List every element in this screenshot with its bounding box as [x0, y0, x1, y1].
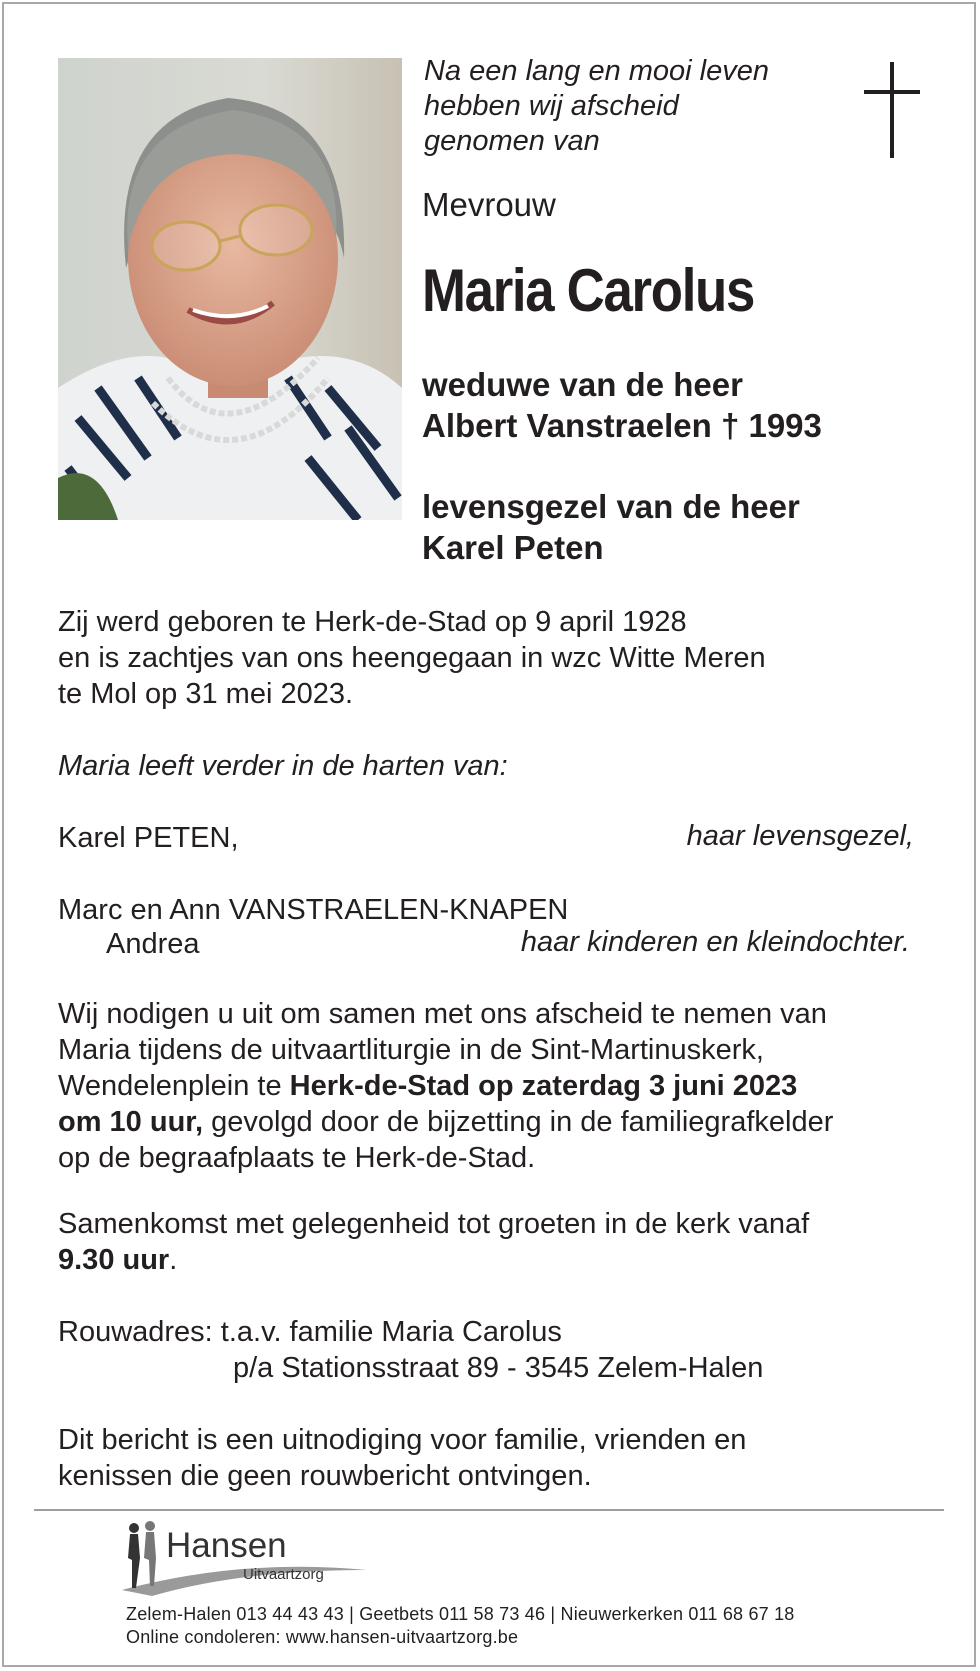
- address-line-2: p/a Stationsstraat 89 - 3545 Zelem-Halen: [233, 1352, 764, 1384]
- invitation-text: Wij nodigen u uit om samen met ons afscheid te nemen van Maria tijdens de uitvaartliturgie in de Sint-Martinuskerk, Wendelenplein te Herk-de-Stad op zaterdag 3 juni 2023 om 10 uur, gevolgd door de bijzetting in de familiegrafkelder op de begraafplaats te Herk-de-Stad.: [58, 998, 834, 1174]
- birth-death-text: Zij werd geboren te Herk-de-Stad op 9 april 1928 en is zachtjes van ons heengegaan in wzc Witte Meren te Mol op 31 mei 2023.: [58, 606, 766, 710]
- footer-divider: [34, 1509, 944, 1511]
- family-karel-role: haar levensgezel,: [686, 820, 914, 852]
- widow-of: weduwe van de heer Albert Vanstraelen † 1993: [422, 366, 822, 444]
- intro-text: Na een lang en mooi leven hebben wij afscheid genomen van: [424, 55, 770, 157]
- family-children: Marc en Ann VANSTRAELEN-KNAPEN: [58, 894, 569, 926]
- gathering-text: Samenkomst met gelegenheid tot groeten in de kerk vanaf 9.30 uur.: [58, 1208, 810, 1276]
- lives-on-line: Maria leeft verder in de harten van:: [58, 750, 508, 782]
- closing-text: Dit bericht is een uitnodiging voor familie, vrienden en kenissen die geen rouwbericht ontvingen.: [58, 1424, 747, 1492]
- partner-of: levensgezel van de heer Karel Peten: [422, 488, 800, 566]
- family-children-role: haar kinderen en kleindochter.: [520, 926, 910, 958]
- logo-subtitle: Uitvaartzorg: [243, 1566, 324, 1583]
- honorific: Mevrouw: [422, 186, 556, 223]
- footer-phones: Zelem-Halen 013 44 43 43 | Geetbets 011 58 73 46 | Nieuwerkerken 011 68 67 18: [126, 1604, 795, 1624]
- footer-online[interactable]: Online condoleren: www.hansen-uitvaartzorg.be: [126, 1627, 519, 1647]
- address-line-1: Rouwadres: t.a.v. familie Maria Carolus: [58, 1316, 562, 1348]
- family-grandchild: Andrea: [106, 928, 200, 960]
- deceased-name: Maria Carolus: [422, 257, 755, 324]
- portrait-photo: [58, 58, 402, 520]
- family-karel-name: Karel PETEN,: [58, 822, 239, 854]
- cross-icon: [864, 62, 920, 163]
- logo-name: Hansen: [166, 1526, 287, 1565]
